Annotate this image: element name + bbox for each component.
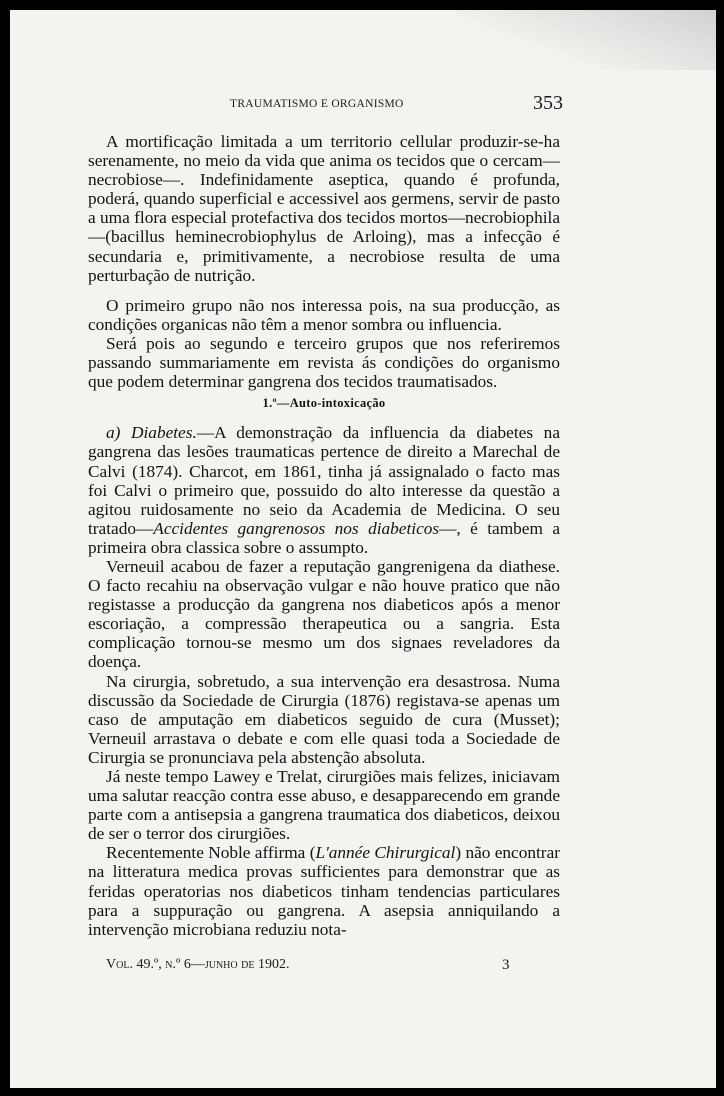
book-title: Accidentes gangrenosos nos diabeticos xyxy=(153,518,440,538)
signature-mark: 3 xyxy=(502,957,510,973)
paragraph: Recentemente Noble affirma (L'année Chirurgical) não encontrar na litteratura medica provas sufficientes para demonstrar que as feridas operatorias nos diabeticos tinham tendencias particulares para a suppuração ou gangrena. A asepsia anniquilando a intervenção microbiana reduziu nota- xyxy=(88,843,560,939)
paragraph: Na cirurgia, sobretudo, a sua intervenção era desastrosa. Numa discussão da Sociedade de Cirurgia (1876) registava-se apenas um caso de amputação em diabeticos seguido de cura (Musset); Verneuil arrastava o debate e com elle quasi toda a Sociedade de Cirurgia se pronunciava pela abstenção absoluta. xyxy=(88,671,560,767)
subsection-label: a) Diabetes. xyxy=(106,423,197,443)
citation: L'année Chirurgical xyxy=(315,843,456,863)
section-heading: 1.º—Auto-intoxicação xyxy=(262,396,386,411)
running-title: TRAUMATISMO E ORGANISMO xyxy=(230,98,404,110)
paragraph: O primeiro grupo não nos interessa pois, na sua producção, as condições organicas não têm a menor sombra ou influencia. xyxy=(88,295,560,334)
book-page xyxy=(10,10,716,1088)
volume-info: Vol. 49.º, n.º 6—junho de 1902. xyxy=(106,957,290,972)
body-text xyxy=(88,132,560,939)
page-footer xyxy=(106,957,536,973)
paragraph: A mortificação limitada a um territorio cellular produzir-se-ha serenamente, no meio da vida que anima os tecidos que o cercam—necrobiose—. Indefinidamente aseptica, quando é profunda, poderá, quando superficial e accessivel aos germens, servir de pasto a uma flora especial protefactiva dos tecidos mortos—necrobiophila—(bacillus heminecrobiophylus de Arloing), mas a infecção é secundaria e, primitivamente, a necrobiose resulta de uma perturbação de nutrição. xyxy=(88,132,560,285)
page-number: 353 xyxy=(533,92,563,114)
paragraph: Verneuil acabou de fazer a reputação gangrenigena da diathese. O facto recahiu na observação vulgar e não houve pratico que não registasse a producção da gangrena nos diabeticos após a menor escoriação, a compressão therapeutica ou a sangria. Esta complicação tornou-se mesmo um dos signaes reveladores da doença. xyxy=(88,556,560,672)
paragraph: Já neste tempo Lawey e Trelat, cirurgiões mais felizes, iniciavam uma salutar reacção contra esse abuso, e desapparecendo em grande parte com a antisepsia a gangrena traumatica dos diabeticos, deixou de ser o terror dos cirurgiões. xyxy=(88,767,560,844)
paragraph: Será pois ao segundo e terceiro grupos que nos referiremos passando summariamente em revista ás condições do organismo que podem determinar gangrena dos tecidos traumatisados. xyxy=(88,333,560,392)
paragraph: a) Diabetes.—A demonstração da influencia da diabetes na gangrena das lesões traumaticas pertence de direito a Marechal de Calvi (1874). Charcot, em 1861, tinha já assignalado o facto mas foi Calvi o primeiro que, possuido do alto interesse da questão a agitou ruidosamente no seio da Academia de Medicina. O seu tratado—Accidentes gangrenosos nos diabeticos—, é tambem a primeira obra classica sobre o assumpto. xyxy=(88,423,560,557)
